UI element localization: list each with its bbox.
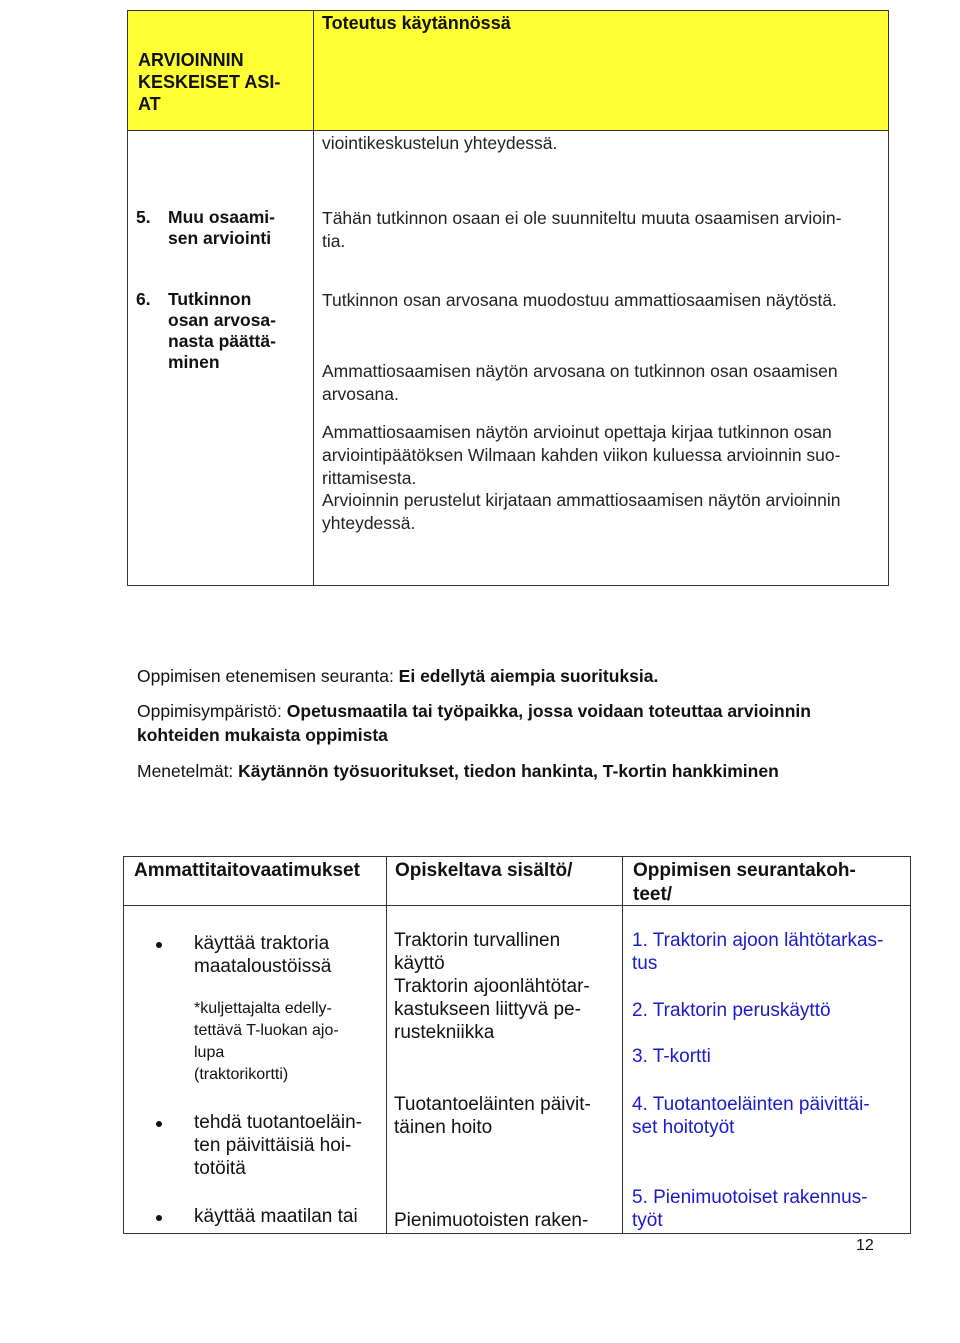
learning-environment: Oppimisympäristö: Opetusmaatila tai työpaikka, jossa voidaan toteuttaa arvioinnin kohteiden mukaista oppimista [137,701,811,745]
skill-item-3: käyttää maatilan tai [194,1206,358,1227]
row-divider [128,130,888,131]
bullet-icon [156,1215,162,1221]
header-right-label: Toteutus käytännössä [322,13,511,33]
column-divider-2 [622,857,623,1233]
col3-header: Oppimisen seurantakoh- teet/ [633,860,856,905]
row5-label: 5. Muu osaami- sen arviointi [136,207,275,248]
bullet-icon [156,1121,162,1127]
content-block-2: Tuotantoeläinten päivit- täinen hoito [394,1094,591,1138]
license-note: *kuljettajalta edelly- tettävä T-luokan ajo- lupa (traktorikortti) [194,1000,339,1083]
column-divider-1 [386,857,387,1233]
column-divider [313,11,314,585]
tracking-item-1: 1. Traktorin ajoon lähtötarkas- tus [632,930,884,974]
col2-header: Opiskeltava sisältö/ [395,860,573,881]
row6-paragraph-1: Tutkinnon osan arvosana muodostuu ammattiosaamisen näytöstä. [322,290,837,310]
content-block-1: Traktorin turvallinen käyttö Traktorin ajoonlähtötar- kastukseen liittyvä pe- rustekniikka [394,930,590,1043]
skill-item-1: käyttää traktoria maataloustöissä [194,933,332,977]
skills-table [123,856,911,1234]
tracking-item-5: 5. Pienimuotoiset rakennus- työt [632,1187,868,1231]
row6-paragraph-3: Ammattiosaamisen näytön arvioinut opettaja kirjaa tutkinnon osan arviointipäätöksen Wilmaan kahden viikon kuluessa arvioinnin suo- rittamisesta. [322,422,841,488]
page-number: 12 [856,1237,874,1254]
skill-item-2: tehdä tuotantoeläin- ten päivittäisiä hoi- totöitä [194,1112,362,1179]
bullet-icon [156,942,162,948]
tracking-item-4: 4. Tuotantoeläinten päivittäi- set hoitotyöt [632,1094,870,1138]
row5-text: Tähän tutkinnon osaan ei ole suunniteltu muuta osaamisen arvioin- tia. [322,208,842,251]
tracking-item-2: 2. Traktorin peruskäyttö [632,1000,831,1021]
assessment-table [127,10,889,586]
tracking-item-3: 3. T-kortti [632,1046,711,1067]
row6-paragraph-2: Ammattiosaamisen näytön arvosana on tutkinnon osan osaamisen arvosana. [322,361,838,404]
col1-header: Ammattitaitovaatimukset [134,860,360,881]
progress-tracking-line: Oppimisen etenemisen seuranta: Ei edellytä aiempia suorituksia. [137,666,659,686]
row6-paragraph-4: Arvioinnin perustelut kirjataan ammattiosaamisen näytön arvioinnin yhteydessä. [322,490,841,533]
content-block-3: Pienimuotoisten raken- [394,1210,589,1231]
methods-line: Menetelmät: Käytännön työsuoritukset, tiedon hankinta, T-kortin hankkiminen [137,761,779,781]
continuation-text: viointikeskustelun yhteydessä. [322,133,558,153]
row6-label: 6. Tutkinnon osan arvosa- nasta päättä- minen [136,289,276,372]
header-left-label: ARVIOINNIN KESKEISET ASI- AT [138,50,281,114]
